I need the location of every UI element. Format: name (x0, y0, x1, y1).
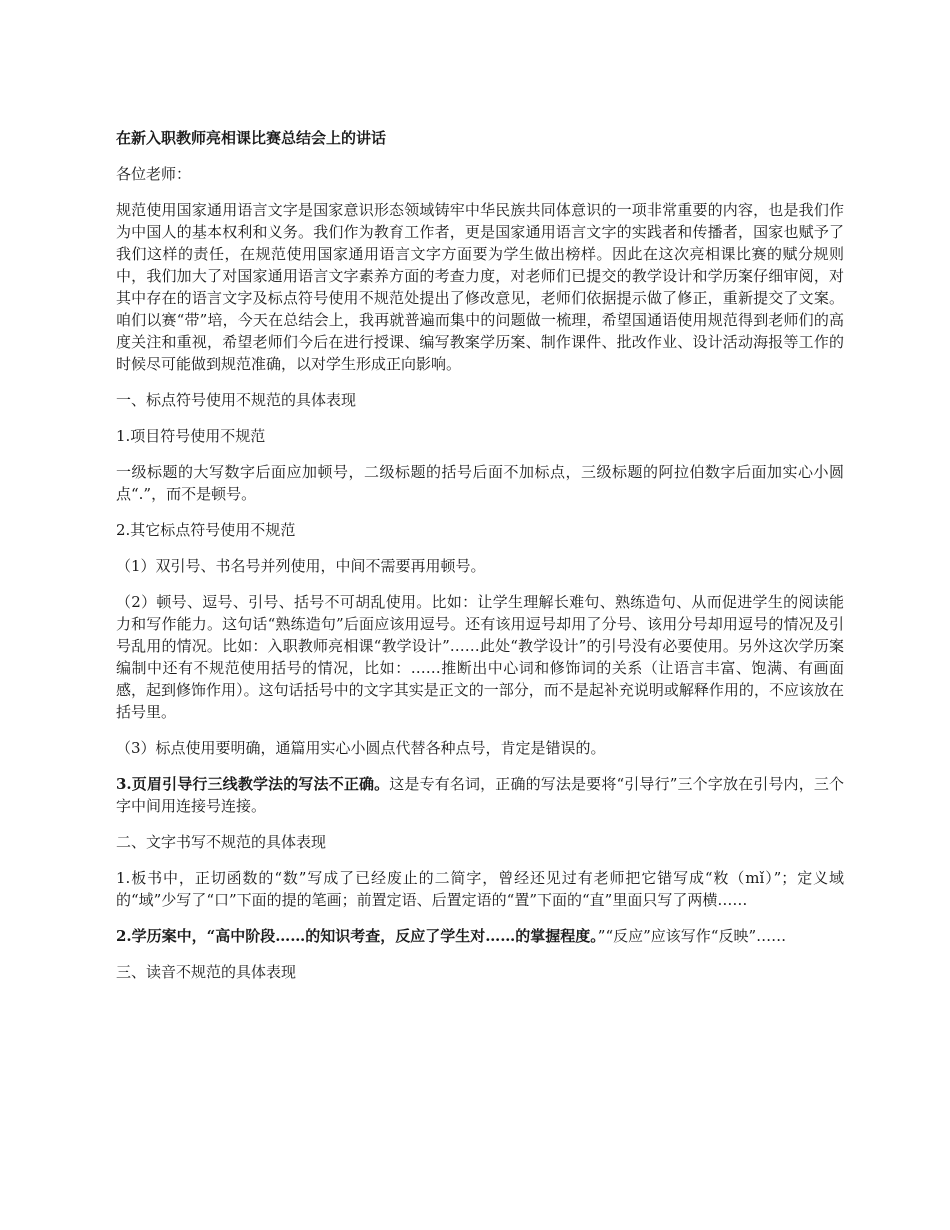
section-1-item-3-rest: 这是专有名词，正确的写法是要将“引导行”三个字放在引号内，三个字中间用连接号连接。 (116, 775, 844, 815)
section-1-item-2-sub-1: （1）双引号、书名号并列使用，中间不需要再用顿号。 (116, 557, 486, 575)
section-2-item-2 (116, 925, 844, 947)
section-3-heading: 三、读音不规范的具体表现 (116, 963, 297, 981)
document-title: 在新入职教师亮相课比赛总结会上的讲话 (116, 129, 387, 147)
section-1-item-3-bold: 3.页眉引导行三线教学法的写法不正确。 (116, 775, 390, 793)
section-1-item-1-heading: 1.项目符号使用不规范 (116, 427, 266, 445)
section-1-item-2-sub-3: （3）标点使用要明确，通篇用实心小圆点代替各种点号，肯定是错误的。 (116, 739, 606, 757)
section-2-heading: 二、文字书写不规范的具体表现 (116, 833, 327, 851)
section-1-heading: 一、标点符号使用不规范的具体表现 (116, 391, 357, 409)
intro-paragraph: 规范使用国家通用语言文字是国家意识形态领域铸牢中华民族共同体意识的一项非常重要的内容，也是我们作为中国人的基本权利和义务。我们作为教育工作者，更是国家通用语言文字的实践者和传播者，国家也赋予了我们这样的责任，在规范使用国家通用语言文字方面要为学生做出榜样。因此在这次亮相课比赛的赋分规则中，我们加大了对国家通用语言文字素养方面的考查力度，对老师们已提交的教学设计和学历案仔细审阅，对其中存在的语言文字及标点符号使用不规范处提出了修改意见，老师们依据提示做了修正，重新提交了文案。咱们以赛“带”培，今天在总结会上，我再就普遍而集中的问题做一梳理，希望国通语使用规范得到老师们的高度关注和重视，希望老师们今后在进行授课、编写教案学历案、制作课件、批改作业、设计活动海报等工作的时候尽可能做到规范准确，以对学生形成正向影响。 (116, 201, 844, 373)
section-2-item-2-rest: ”“反应”应该写作“反映”…… (597, 927, 787, 945)
section-1-item-2-heading: 2.其它标点符号使用不规范 (116, 521, 296, 539)
salutation: 各位老师： (116, 165, 192, 183)
section-1-item-3 (116, 773, 844, 817)
section-1-item-1-text: 一级标题的大写数字后面应加顿号，二级标题的括号后面不加标点，三级标题的阿拉伯数字后面加实心小圆点“.”，而不是顿号。 (116, 463, 844, 503)
section-2-item-1-text: 1.板书中，正切函数的“数”写成了已经废止的二简字，曾经还见过有老师把它错写成“敉（mǐ）”；定义域的“域”少写了“口”下面的提的笔画；前置定语、后置定语的“置”下面的“直”里面只写了两横…… (116, 869, 844, 909)
section-1-item-2-sub-2: （2）顿号、逗号、引号、括号不可胡乱使用。比如：让学生理解长难句、熟练造句、从而促进学生的阅读能力和写作能力。这句话“熟练造句”后面应该用逗号。还有该用逗号却用了分号、该用分号却用逗号的情况及引号乱用的情况。比如：入职教师亮相课“教学设计”……此处“教学设计”的引号没有必要使用。另外这次学历案编制中还有不规范使用括号的情况，比如：……推断出中心词和修饰词的关系（让语言丰富、饱满、有画面感，起到修饰作用）。这句话括号中的文字其实是正文的一部分，而不是起补充说明或解释作用的，不应该放在括号里。 (116, 593, 844, 721)
document-page (116, 127, 844, 997)
section-2-item-2-bold: 2.学历案中，“高中阶段……的知识考查，反应了学生对……的掌握程度。 (116, 927, 598, 945)
